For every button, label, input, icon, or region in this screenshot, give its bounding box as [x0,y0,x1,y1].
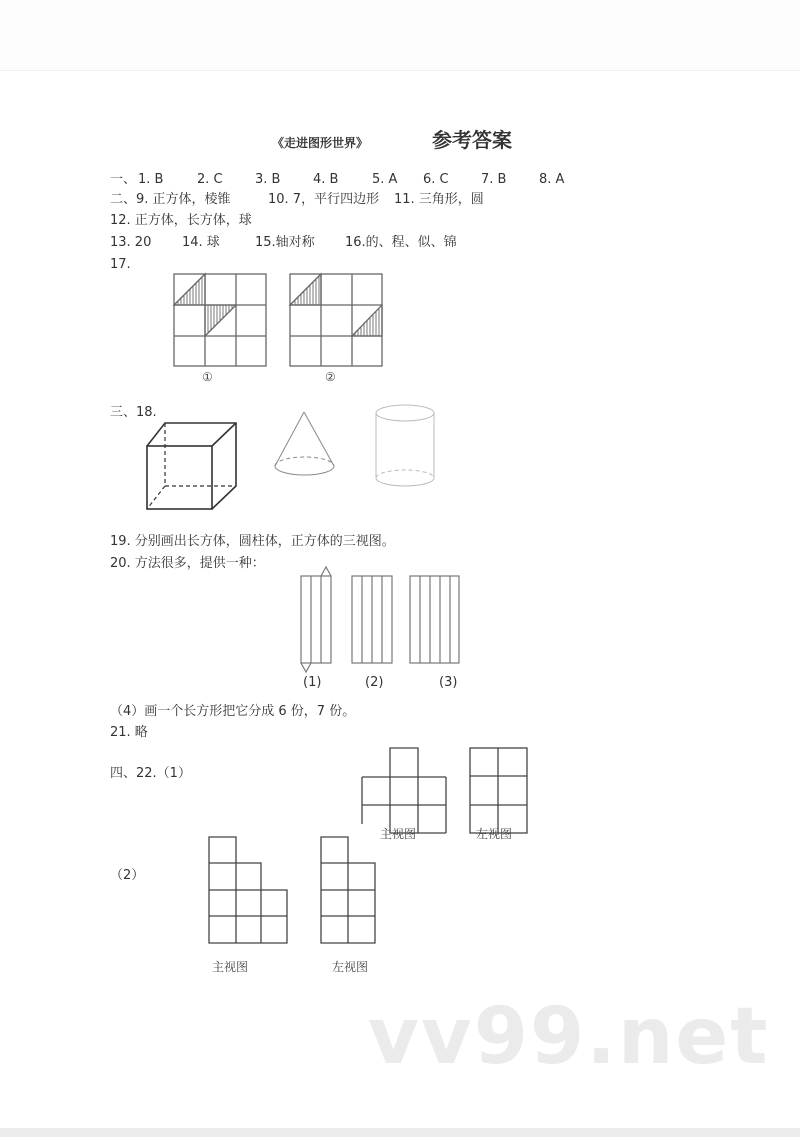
answer: 4. B [313,172,339,187]
answer: 8. A [539,172,565,187]
q20-label-2: (2) [365,675,384,690]
answer: 6. C [423,172,449,187]
q18-cylinder [376,405,434,486]
q20-shape-3 [410,576,459,663]
answer-line: 15.轴对称 [255,235,315,250]
q22-2-front-view [209,837,287,943]
q20-shape-1 [301,567,331,672]
answer-line: 21. 略 [110,725,148,740]
q17-label-2: ② [325,370,336,384]
answer-line: 三、18. [110,405,157,420]
q22-2-front-label: 主视图 [212,960,249,974]
answer: 5. A [372,172,398,187]
q22-1-front-view [362,748,446,833]
document-subtitle: 《走进图形世界》 [272,136,369,150]
q20-label-3: (3) [439,675,458,690]
answer: 7. B [481,172,507,187]
q22-1-left-view [470,748,527,833]
answer-line: 12. 正方体，长方体，球 [110,213,252,228]
document-title: 参考答案 [432,128,512,152]
answer-line: 19. 分别画出长方体，圆柱体，正方体的三视图。 [110,534,395,549]
answer-line: （4）画一个长方形把它分成 6 份，7 份。 [110,704,356,719]
answer-line: 13. 20 [110,235,152,250]
q17-label-1: ① [202,370,213,384]
q22-2-left-label: 左视图 [332,960,369,974]
answer-line: 二、9. 正方体，棱锥 [110,192,231,207]
answer: 1. B [138,172,164,187]
answer-line: 11. 三角形，圆 [394,192,484,207]
answer-line: 四、22.（1） [110,766,191,781]
q18-cuboid [147,423,236,509]
section-prefix: 一、 [110,172,137,187]
q20-shape-2 [352,576,392,663]
watermark: vv99.net [368,992,770,1082]
answer-line: （2） [110,868,145,883]
answer: 2. C [197,172,223,187]
answer-line: 16.的、程、似、锦 [345,235,457,250]
answer-line: 14. 球 [182,235,220,250]
answer-line: 20. 方法很多，提供一种： [110,556,265,571]
q22-1-front-label: 主视图 [380,827,417,841]
q22-1-left-label: 左视图 [476,827,513,841]
q18-cone [275,412,334,475]
answer-line: 10. 7，平行四边形 [268,192,380,207]
q22-2-left-view [321,837,375,943]
q20-label-1: (1) [303,675,322,690]
answer-line: 17. [110,257,131,272]
answer: 3. B [255,172,281,187]
page-bottom-edge [0,1128,800,1137]
q17-grid-1 [174,274,266,366]
q17-grid-2 [290,274,382,366]
